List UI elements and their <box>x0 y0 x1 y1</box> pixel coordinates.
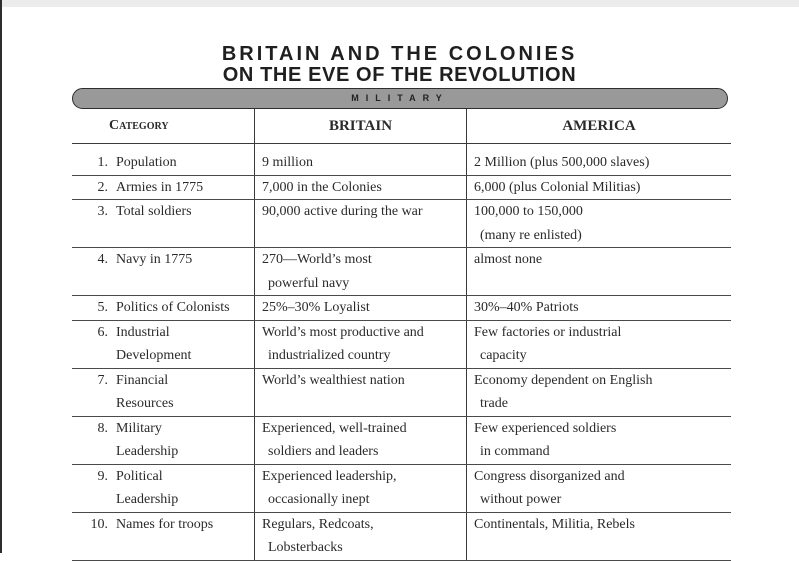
category-cell <box>72 513 254 560</box>
britain-cell <box>254 296 466 320</box>
britain-cell <box>254 200 466 247</box>
row-number: 1. <box>97 155 108 170</box>
category-line: Navy in 1775 <box>116 252 193 267</box>
table-row <box>72 176 731 201</box>
section-banner-military: MILITARY <box>72 88 728 109</box>
top-strip <box>0 0 799 7</box>
spacer-cell <box>254 144 466 151</box>
category-label <box>116 176 203 200</box>
category-label <box>116 296 230 320</box>
table-row <box>72 417 731 465</box>
britain-line: Experienced, well-trained <box>262 420 407 436</box>
america-line: capacity <box>480 348 527 363</box>
america-line: Economy dependent on English <box>474 372 653 388</box>
britain-line: powerful navy <box>268 275 350 291</box>
america-line: (many re enlisted) <box>480 227 582 243</box>
category-line: Financial <box>116 372 169 388</box>
america-line: Congress disorganized and <box>474 468 625 484</box>
header-britain: BRITAIN <box>254 109 466 143</box>
category-line: Leadership <box>116 492 179 507</box>
row-number: 6. <box>97 324 108 340</box>
category-line: Names for troops <box>116 516 214 532</box>
category-line: Industrial <box>116 324 170 340</box>
category-line: Military <box>116 420 162 436</box>
category-cell <box>72 151 254 175</box>
britain-cell <box>254 151 466 175</box>
category-cell <box>72 248 254 295</box>
britain-line: industrialized country <box>268 348 391 363</box>
britain-line: Experienced leadership, <box>262 468 397 484</box>
table-row <box>72 296 731 321</box>
america-line: Few factories or industrial <box>474 324 622 340</box>
category-label <box>116 200 192 224</box>
britain-line: 9 million <box>262 155 313 170</box>
britain-cell <box>254 513 466 560</box>
category-cell <box>72 296 254 320</box>
title-line-2: ON THE EVE OF THE REVOLUTION <box>222 64 577 86</box>
row-number: 7. <box>97 372 108 388</box>
page-title <box>0 44 799 86</box>
britain-cell <box>254 321 466 368</box>
america-cell <box>466 321 731 368</box>
britain-line: Lobsterbacks <box>268 540 343 555</box>
category-cell <box>72 465 254 512</box>
america-cell <box>466 369 731 416</box>
britain-cell <box>254 465 466 512</box>
america-line: 100,000 to 150,000 <box>474 204 583 219</box>
category-line: Political <box>116 468 163 484</box>
britain-cell <box>254 417 466 464</box>
category-line: Resources <box>116 396 174 411</box>
category-label <box>116 465 178 512</box>
britain-line: 25%–30% Loyalist <box>262 300 370 315</box>
category-cell <box>72 321 254 368</box>
row-number: 5. <box>97 300 108 315</box>
america-cell <box>466 465 731 512</box>
america-line: 30%–40% Patriots <box>474 300 579 315</box>
britain-cell <box>254 176 466 200</box>
category-line: Population <box>116 155 177 170</box>
america-cell <box>466 248 731 295</box>
row-number: 9. <box>97 468 108 484</box>
category-line: Politics of Colonists <box>116 300 230 315</box>
row-number: 3. <box>97 204 108 219</box>
america-cell <box>466 296 731 320</box>
row-number: 4. <box>97 252 108 267</box>
table-row <box>72 321 731 369</box>
category-label <box>116 513 213 537</box>
header-america: AMERICA <box>466 109 731 143</box>
category-line: Armies in 1775 <box>116 179 204 195</box>
america-line: Continentals, Militia, Rebels <box>474 516 635 532</box>
category-line: Total soldiers <box>116 204 192 219</box>
category-cell <box>72 417 254 464</box>
category-cell <box>72 176 254 200</box>
table-body <box>72 151 731 561</box>
category-label <box>116 417 178 464</box>
table-header-row <box>72 109 731 144</box>
britain-line: soldiers and leaders <box>268 444 379 459</box>
america-cell <box>466 513 731 560</box>
spacer-cell <box>466 144 731 151</box>
table-row <box>72 151 731 176</box>
america-cell <box>466 200 731 247</box>
america-cell <box>466 417 731 464</box>
spacer-cell <box>72 144 254 151</box>
britain-line: 90,000 active during the war <box>262 204 423 219</box>
america-cell <box>466 176 731 200</box>
comparison-table <box>72 109 731 561</box>
table-row <box>72 465 731 513</box>
header-category: Category <box>109 118 169 133</box>
header-spacer <box>72 144 731 151</box>
america-line: 6,000 (plus Colonial Militias) <box>474 179 641 195</box>
row-number: 2. <box>97 179 108 195</box>
britain-line: World’s most productive and <box>262 324 424 340</box>
category-line: Development <box>116 348 192 363</box>
britain-line: World’s wealthiest nation <box>262 372 405 388</box>
table-row <box>72 248 731 296</box>
america-line: almost none <box>474 252 543 267</box>
america-line: in command <box>480 444 550 459</box>
america-line: 2 Million (plus 500,000 slaves) <box>474 155 650 170</box>
table-row <box>72 369 731 417</box>
britain-line: occasionally inept <box>268 492 370 507</box>
row-number: 10. <box>90 516 108 532</box>
america-line: Few experienced soldiers <box>474 420 617 436</box>
britain-cell <box>254 248 466 295</box>
britain-line: 270—World’s most <box>262 252 372 267</box>
table-row <box>72 200 731 248</box>
category-label <box>116 248 192 272</box>
title-line-1: BRITAIN AND THE COLONIES <box>221 43 578 65</box>
britain-cell <box>254 369 466 416</box>
category-line: Leadership <box>116 444 179 459</box>
britain-line: 7,000 in the Colonies <box>262 179 382 195</box>
table-row <box>72 513 731 561</box>
america-cell <box>466 151 731 175</box>
category-cell <box>72 369 254 416</box>
category-label <box>116 321 191 368</box>
america-line: without power <box>480 492 562 507</box>
row-number: 8. <box>97 420 108 436</box>
category-label <box>116 151 177 175</box>
category-cell <box>72 200 254 247</box>
category-label <box>116 369 174 416</box>
america-line: trade <box>480 396 508 411</box>
britain-line: Regulars, Redcoats, <box>262 516 374 532</box>
